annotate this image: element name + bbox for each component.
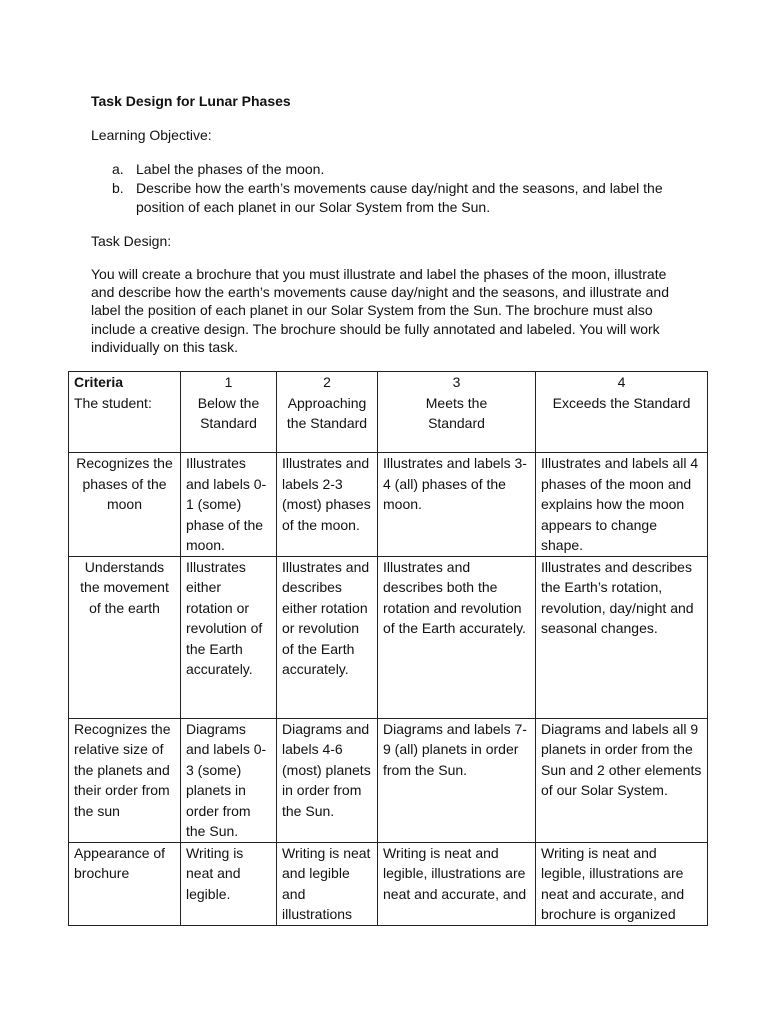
header-cell-level bbox=[277, 372, 378, 453]
criterion-cell: Recognizes the relative size of the planets and their order from the sun bbox=[69, 718, 181, 842]
level-number: 2 bbox=[323, 374, 331, 390]
table-header-row bbox=[69, 372, 708, 453]
objective-text: Describe how the earth’s movements cause day/night and the seasons, and label the position of each planet in our Solar System from the Sun. bbox=[136, 180, 663, 215]
table-row bbox=[69, 842, 708, 925]
rubric-cell: Writing is neat and legible, illustrations are neat and accurate, and bbox=[378, 842, 536, 925]
level-label: Exceeds the Standard bbox=[552, 394, 691, 411]
list-item bbox=[112, 179, 712, 217]
learning-objective-label: Learning Objective: bbox=[91, 127, 212, 143]
rubric-cell: Illustrates and describes either rotation or revolution of the Earth accurately. bbox=[277, 556, 378, 718]
task-design-label: Task Design: bbox=[91, 233, 172, 249]
level-number: 4 bbox=[617, 374, 626, 390]
rubric-table bbox=[68, 371, 708, 926]
table-row bbox=[69, 453, 708, 557]
rubric-cell: Illustrates either rotation or revolution of the Earth accurately. bbox=[181, 556, 277, 718]
rubric-cell: Illustrates and labels all 4 phases of the moon and explains how the moon appears to change shape. bbox=[536, 453, 708, 557]
list-marker: b. bbox=[112, 180, 124, 196]
rubric-cell: Writing is neat and legible. bbox=[181, 842, 277, 925]
criteria-heading: Criteria bbox=[74, 374, 124, 390]
criterion-cell: Appearance of brochure bbox=[69, 842, 181, 925]
header-cell-level bbox=[181, 372, 277, 453]
criterion-cell: Understands the movement of the earth bbox=[69, 556, 181, 718]
task-description: You will create a brochure that you must illustrate and label the phases of the moon, illustrate and describe how the earth’s movements cause day/night and the seasons, and illustrate and label the position of each planet in our Solar System from the Sun. The brochure must also include a creative design. The brochure should be fully annotated and labeled. You will work individually on this task. bbox=[91, 266, 669, 355]
header-cell-level bbox=[536, 372, 708, 453]
level-label: Approaching the Standard bbox=[286, 394, 368, 431]
rubric-cell: Illustrates and labels 2-3 (most) phases of the moon. bbox=[277, 453, 378, 557]
rubric-cell: Illustrates and describes the Earth’s rotation, revolution, day/night and seasonal changes. bbox=[536, 556, 708, 718]
list-item bbox=[112, 160, 712, 179]
rubric-cell: Diagrams and labels all 9 planets in order from the Sun and 2 other elements of our Solar System. bbox=[536, 718, 708, 842]
criterion-cell: Recognizes the phases of the moon bbox=[69, 453, 181, 557]
rubric-cell: Illustrates and labels 0-1 (some) phase of the moon. bbox=[181, 453, 277, 557]
header-cell-criteria bbox=[69, 372, 181, 453]
objective-list bbox=[112, 160, 712, 217]
level-number: 1 bbox=[224, 374, 233, 390]
rubric-cell: Illustrates and describes both the rotation and revolution of the Earth accurately. bbox=[378, 556, 536, 718]
rubric-cell: Illustrates and labels 3-4 (all) phases of the moon. bbox=[378, 453, 536, 557]
student-heading: The student: bbox=[74, 394, 152, 411]
header-cell-level bbox=[378, 372, 536, 453]
table-row bbox=[69, 718, 708, 842]
rubric-cell: Diagrams and labels 7-9 (all) planets in order from the Sun. bbox=[378, 718, 536, 842]
rubric-cell: Writing is neat and legible and illustrations bbox=[277, 842, 378, 925]
level-label: Below the Standard bbox=[197, 394, 260, 431]
rubric-cell: Diagrams and labels 0-3 (some) planets in order from the Sun. bbox=[181, 718, 277, 842]
level-label: Meets the Standard bbox=[425, 394, 488, 431]
list-marker: a. bbox=[112, 161, 124, 177]
rubric-cell: Writing is neat and legible, illustrations are neat and accurate, and brochure is organized bbox=[536, 842, 708, 925]
document-title: Task Design for Lunar Phases bbox=[91, 93, 291, 109]
rubric-cell: Diagrams and labels 4-6 (most) planets in order from the Sun. bbox=[277, 718, 378, 842]
level-number: 3 bbox=[452, 374, 461, 390]
objective-text: Label the phases of the moon. bbox=[136, 161, 325, 177]
table-row bbox=[69, 556, 708, 718]
